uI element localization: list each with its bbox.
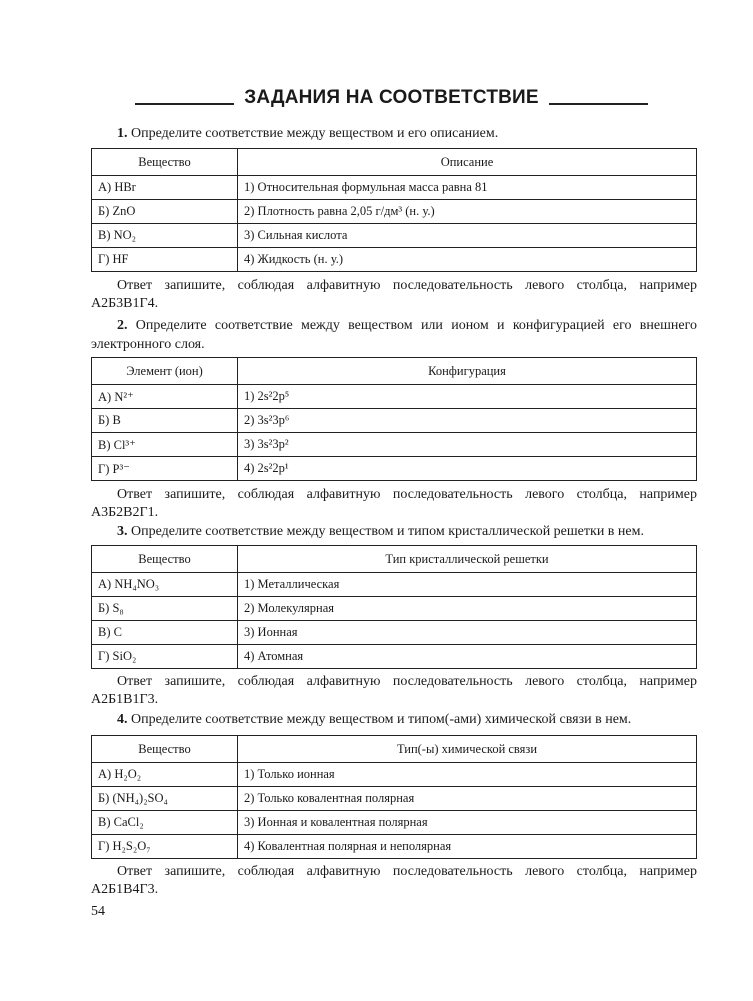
table-row bbox=[92, 457, 697, 481]
cell: 1) 2s²2p⁵ bbox=[238, 385, 697, 409]
table-row bbox=[92, 433, 697, 457]
table-row bbox=[92, 811, 697, 835]
question-text: Определите соответствие между веществом и его описанием. bbox=[131, 126, 499, 141]
question-text: Определите соответствие между веществом и типом(-ами) химической связи в нем. bbox=[131, 712, 632, 727]
cell: 3) Ионная bbox=[238, 621, 697, 645]
heading-rule-right bbox=[549, 91, 648, 105]
question-text: Определите соответствие между веществом и типом кристаллической решетки в нем. bbox=[131, 524, 644, 539]
table-row bbox=[92, 385, 697, 409]
cell: 2) Только ковалентная полярная bbox=[238, 787, 697, 811]
table-row bbox=[92, 763, 697, 787]
cell: 4) Ковалентная полярная и неполярная bbox=[238, 835, 697, 859]
task-3-table bbox=[91, 545, 697, 669]
cell: 3) Сильная кислота bbox=[238, 224, 697, 248]
task-4-question bbox=[91, 710, 697, 729]
task-number: 2. bbox=[117, 318, 128, 333]
cell: В) CaCl₂ bbox=[92, 811, 238, 835]
cell: Г) SiO₂ bbox=[92, 645, 238, 669]
cell: В) C bbox=[92, 621, 238, 645]
header-cell: Конфигурация bbox=[238, 358, 697, 385]
cell: 1) Относительная формульная масса равна 81 bbox=[238, 176, 697, 200]
cell: Б) (NH₄)₂SO₄ bbox=[92, 787, 238, 811]
cell: 3) Ионная и ковалентная полярная bbox=[238, 811, 697, 835]
table-row bbox=[92, 573, 697, 597]
cell: 1) Металлическая bbox=[238, 573, 697, 597]
task-number: 3. bbox=[117, 524, 128, 539]
cell: В) Cl³⁺ bbox=[92, 433, 238, 457]
table-row bbox=[92, 597, 697, 621]
table-header-row bbox=[92, 546, 697, 573]
cell: 4) 2s²2p¹ bbox=[238, 457, 697, 481]
cell: Г) HF bbox=[92, 248, 238, 272]
table-row bbox=[92, 409, 697, 433]
task-number: 1. bbox=[117, 126, 128, 141]
cell: 2) 3s²3p⁶ bbox=[238, 409, 697, 433]
task-1-answer-instruction: Ответ запишите, соблюдая алфавитную последовательность левого столбца, например А2Б3В1Г4. bbox=[91, 278, 697, 311]
question-text: Определите соответствие между веществом или ионом и конфигурацией его внешнего электронного слоя. bbox=[91, 318, 698, 352]
table-row bbox=[92, 176, 697, 200]
cell: 4) Атомная bbox=[238, 645, 697, 669]
table-header-row bbox=[92, 736, 697, 763]
header-cell: Вещество bbox=[92, 149, 238, 176]
table-row bbox=[92, 224, 697, 248]
task-3-answer-instruction: Ответ запишите, соблюдая алфавитную последовательность левого столбца, например А2Б1В1Г3. bbox=[91, 674, 697, 707]
task-4-answer-instruction: Ответ запишите, соблюдая алфавитную последовательность левого столбца, например А2Б1В4Г3. bbox=[91, 864, 697, 897]
cell: 4) Жидкость (н. у.) bbox=[238, 248, 697, 272]
cell: А) HBr bbox=[92, 176, 238, 200]
task-1-table bbox=[91, 148, 697, 272]
header-cell: Тип(-ы) химической связи bbox=[238, 736, 697, 763]
task-number: 4. bbox=[117, 712, 128, 727]
heading-text: ЗАДАНИЯ НА СООТВЕТСТВИЕ bbox=[244, 87, 539, 108]
cell: Б) S₈ bbox=[92, 597, 238, 621]
task-1-question bbox=[91, 124, 697, 143]
cell: А) N²⁺ bbox=[92, 385, 238, 409]
table-row bbox=[92, 621, 697, 645]
task-3-question bbox=[91, 522, 697, 541]
task-2-answer-instruction: Ответ запишите, соблюдая алфавитную последовательность левого столбца, например А3Б2В2Г1. bbox=[91, 487, 697, 520]
cell: Б) B bbox=[92, 409, 238, 433]
cell: А) H₂O₂ bbox=[92, 763, 238, 787]
cell: 3) 3s²3p² bbox=[238, 433, 697, 457]
cell: 2) Молекулярная bbox=[238, 597, 697, 621]
section-heading bbox=[135, 86, 648, 110]
cell: 2) Плотность равна 2,05 г/дм³ (н. у.) bbox=[238, 200, 697, 224]
task-2-table bbox=[91, 357, 697, 481]
cell: А) NH₄NO₃ bbox=[92, 573, 238, 597]
task-4-table bbox=[91, 735, 697, 859]
table-header-row bbox=[92, 149, 697, 176]
header-cell: Тип кристаллической решетки bbox=[238, 546, 697, 573]
cell: В) NO₂ bbox=[92, 224, 238, 248]
table-row bbox=[92, 248, 697, 272]
cell: Г) P³⁻ bbox=[92, 457, 238, 481]
task-2-question bbox=[91, 316, 697, 354]
table-row bbox=[92, 787, 697, 811]
header-cell: Описание bbox=[238, 149, 697, 176]
cell: Б) ZnO bbox=[92, 200, 238, 224]
header-cell: Вещество bbox=[92, 736, 238, 763]
header-cell: Вещество bbox=[92, 546, 238, 573]
table-row bbox=[92, 200, 697, 224]
cell: 1) Только ионная bbox=[238, 763, 697, 787]
cell: Г) H₂S₂O₇ bbox=[92, 835, 238, 859]
table-row bbox=[92, 645, 697, 669]
page-number: 54 bbox=[91, 904, 105, 919]
table-row bbox=[92, 835, 697, 859]
header-cell: Элемент (ион) bbox=[92, 358, 238, 385]
heading-rule-left bbox=[135, 91, 234, 105]
table-header-row bbox=[92, 358, 697, 385]
